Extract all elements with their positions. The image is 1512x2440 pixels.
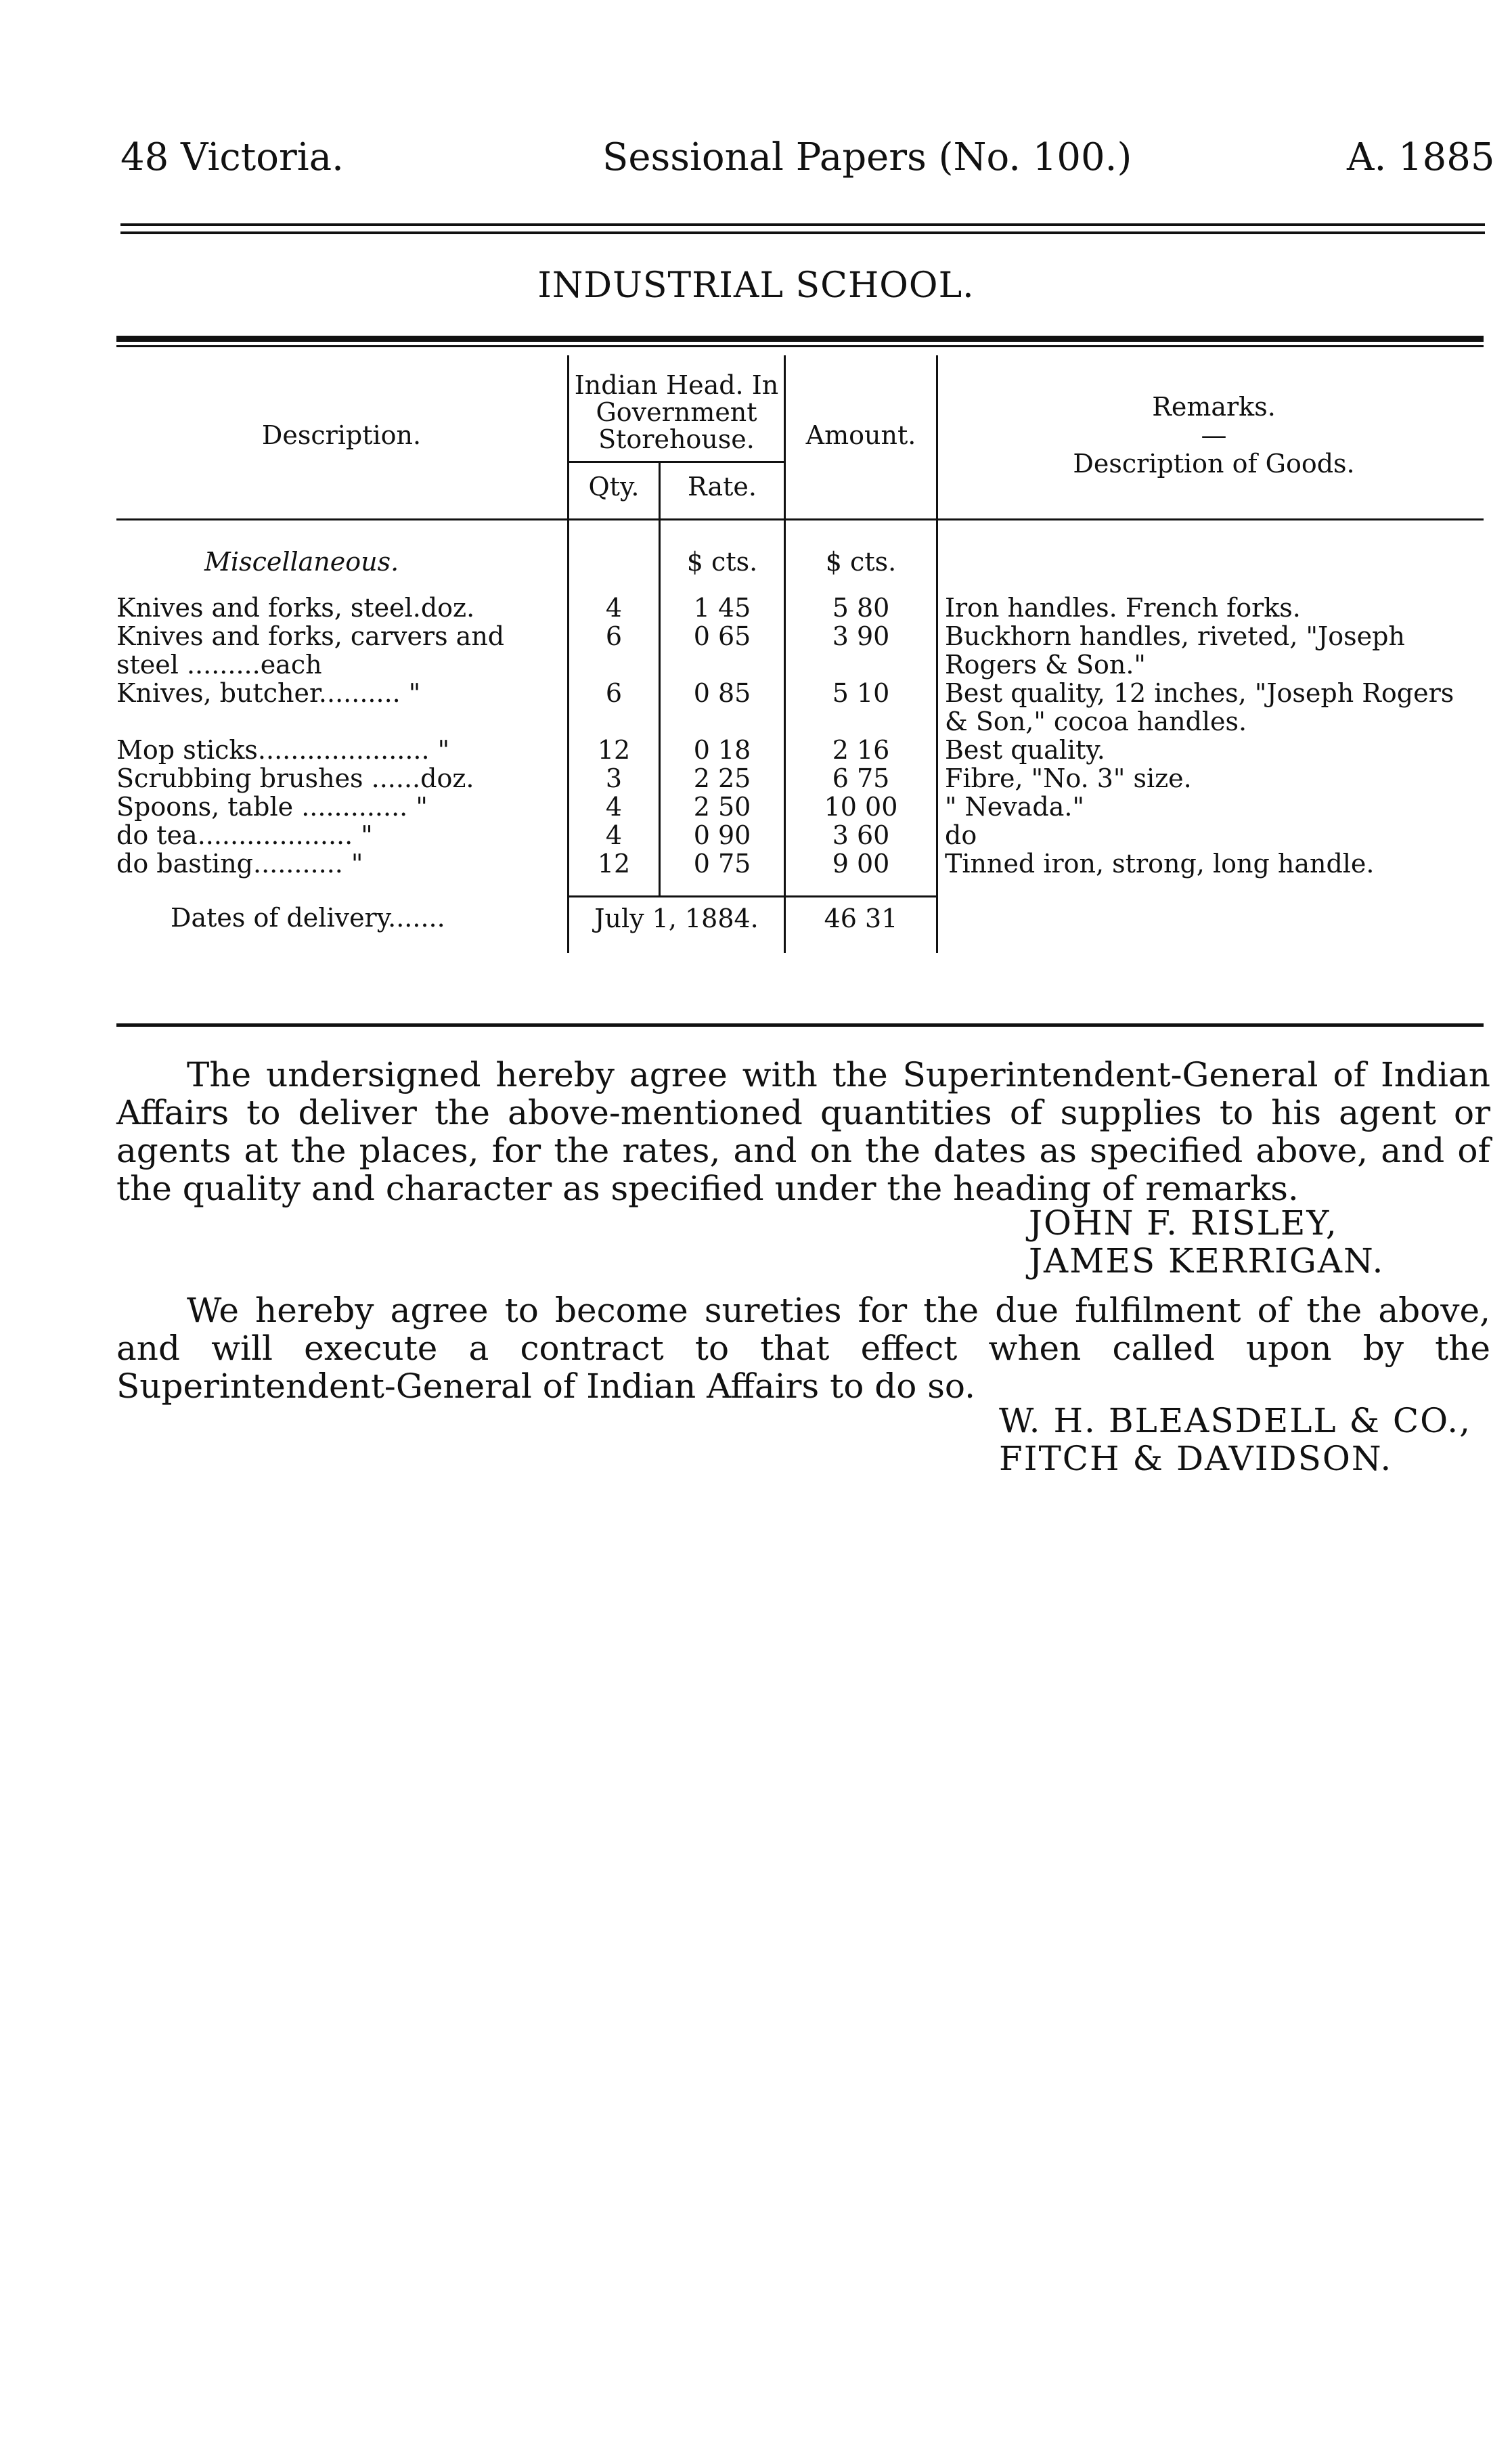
running-head-left: 48 Victoria. [120,135,344,179]
row-qty: 6 [569,622,660,679]
row-remarks: Best quality, 12 inches, "Joseph Rogers & Son," cocoa handles. [945,678,1454,736]
row-qty: 6 [569,679,660,736]
row-amount: 5 80 [785,594,937,622]
rate-units: $ cts. [660,520,785,577]
row-description: Spoons, table ............. " [116,793,569,821]
row-qty: 4 [569,821,660,849]
row-qty: 4 [569,793,660,821]
row-rate: 0 65 [660,622,785,679]
row-qty: 4 [569,594,660,622]
row-rate: 2 50 [660,793,785,821]
row-remarks: do [945,820,977,850]
delivery-label: Dates of delivery....... [116,897,569,933]
header-rule-bottom [120,231,1485,234]
row-description: Knives and forks, steel.doz. [116,594,569,622]
row-qty: 12 [569,736,660,764]
agreement-paragraph: The undersigned hereby agree with the Superintendent-General of Indian Affairs to deliver the above-mentioned quantities of supplies to his agent or agents at the places, for the rates, and on the dates as specified above, and of the quality and character as specified under the heading of remarks. [116,1055,1490,1208]
row-amount: 3 90 [785,622,937,679]
section-label: Miscellaneous. [116,520,569,577]
table-row [116,821,1484,849]
table-row [116,736,1484,764]
amount-units: $ cts. [785,520,937,577]
remarks-title: Remarks. [1152,391,1276,422]
supplies-table [116,355,1484,953]
table-row [116,679,1484,736]
row-amount: 10 00 [785,793,937,821]
col-remarks [937,355,1484,514]
table-row [116,594,1484,622]
row-rate: 0 90 [660,821,785,849]
row-description: Knives, butcher.......... " [116,679,569,736]
table-row [116,622,1484,679]
row-description: Scrubbing brushes ......doz. [116,764,569,793]
row-rate: 2 25 [660,764,785,793]
row-remarks: Iron handles. French forks. [945,593,1301,623]
col-qty: Qty. [569,462,660,515]
table-row [116,793,1484,821]
col-amount: Amount. [785,355,937,514]
row-rate: 1 45 [660,594,785,622]
col-rate: Rate. [660,462,785,515]
table-rule-thin [116,345,1484,347]
row-remarks: Buckhorn handles, riveted, "Joseph Rogers & Son." [945,621,1405,680]
sureties-paragraph: We hereby agree to become sureties for the due fulfilment of the above, and will execute a contract to that effect when called upon by the Superintendent-General of Indian Affairs to do so. [116,1291,1490,1406]
signer-1: JOHN F. RISLEY, [1029,1203,1338,1243]
row-amount: 6 75 [785,764,937,793]
row-amount: 2 16 [785,736,937,764]
surety-2: FITCH & DAVIDSON. [999,1439,1393,1478]
table-row [116,849,1484,878]
row-remarks: " Nevada." [945,792,1084,822]
delivery-date: July 1, 1884. [569,897,785,933]
col-description: Description. [116,355,569,514]
surety-1: W. H. BLEASDELL & CO., [999,1401,1472,1440]
running-head-center: Sessional Papers (No. 100.) [602,135,1132,179]
row-amount: 3 60 [785,821,937,849]
row-amount: 9 00 [785,849,937,878]
table-rule-thick [116,336,1484,342]
row-remarks: Best quality. [945,735,1105,765]
col-location: Indian Head. In Government Storehouse. [569,355,785,462]
row-description: Knives and forks, carvers and steel .........each [116,622,569,679]
row-rate: 0 18 [660,736,785,764]
row-rate: 0 75 [660,849,785,878]
row-description: do basting........... " [116,849,569,878]
header-rule-top [120,223,1485,226]
signer-2: JAMES KERRIGAN. [1029,1241,1385,1281]
remarks-subtitle: Description of Goods. [1073,448,1355,479]
running-head-right: A. 1885 [1347,135,1495,179]
row-amount: 5 10 [785,679,937,736]
row-remarks: Tinned iron, strong, long handle. [945,849,1375,879]
row-qty: 3 [569,764,660,793]
row-description: Mop sticks..................... " [116,736,569,764]
table-row [116,764,1484,793]
remarks-dash: — [1201,420,1227,450]
row-rate: 0 85 [660,679,785,736]
amount-total: 46 31 [785,897,937,933]
row-remarks: Fibre, "No. 3" size. [945,763,1192,793]
page-title: INDUSTRIAL SCHOOL. [537,265,975,306]
row-qty: 12 [569,849,660,878]
table-bottom-rule [116,1023,1484,1027]
row-description: do tea................... " [116,821,569,849]
